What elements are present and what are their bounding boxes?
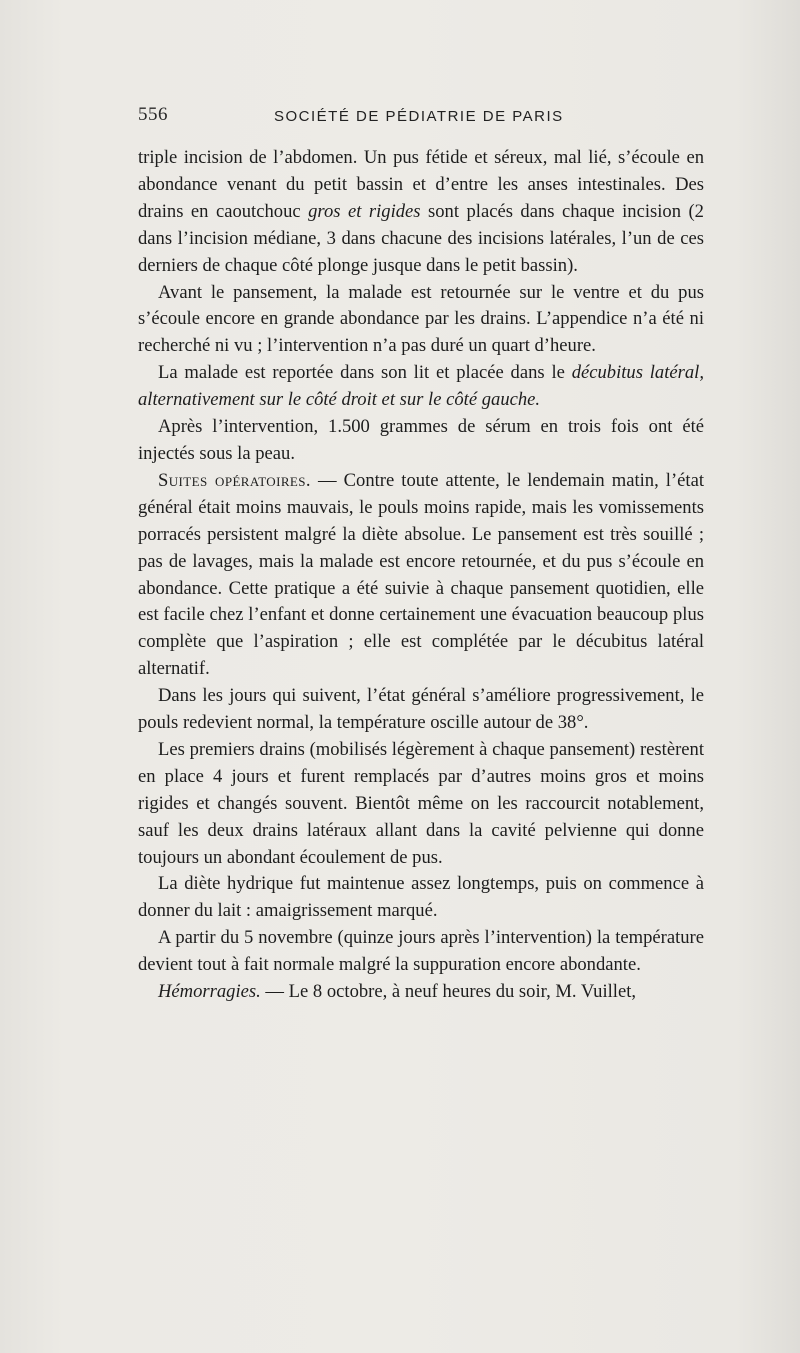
paragraph-2: Avant le pansement, la malade est retournée sur le ventre et du pus s’écoule encore en grande abondance par les drains. L’appendice n’a été ni recherché ni vu ; l’intervention n’a pas duré un quart d’heure. — [138, 281, 704, 357]
paragraph-3 — [138, 360, 704, 414]
paragraph-1 — [138, 145, 704, 280]
paragraph-5 — [138, 468, 704, 683]
section-heading-suites: Suites opératoires. — [158, 469, 311, 491]
paragraph-5-text-b: — Contre toute attente, le lendemain matin, l’état général était moins mauvais, le pouls moins rapide, mais les vomissements porracés persistent malgré la diète absolue. Le pansement est très souillé ; pas de lavages, mais la malade est encore retournée, et du pus s’écoule en abondance. Cette pratique a été suivie à chaque pansement quotidien, elle est facile chez l’enfant et donne certainement une évacuation beaucoup plus complète que l’aspiration ; elle est complétée par le décubitus latéral alternatif. — [138, 469, 704, 680]
paragraph-10 — [138, 979, 704, 1006]
page-number: 556 — [138, 104, 168, 125]
paragraph-8: La diète hydrique fut maintenue assez longtemps, puis on commence à donner du lait : amaigrissement marqué. — [138, 873, 704, 922]
paragraph-3-italic: décubitus latéral, alternativement sur le côté droit et sur le côté gauche. — [138, 362, 704, 411]
running-title: SOCIÉTÉ DE PÉDIATRIE DE PARIS — [274, 108, 564, 125]
paragraph-1-text-c: sont placés dans chaque incision (2 dans l’incision médiane, 3 dans chacune des incisions latérales, l’un de ces derniers de chaque côté plonge jusque dans le petit bassin). — [138, 200, 704, 276]
paragraph-6: Dans les jours qui suivent, l’état général s’améliore progressivement, le pouls redevient normal, la température oscille autour de 38°. — [138, 685, 704, 734]
paragraph-9: A partir du 5 novembre (quinze jours après l’intervention) la température devient tout à fait normale malgré la suppuration encore abondante. — [138, 927, 704, 976]
section-heading-hemorragies: Hémorragies. — [158, 981, 261, 1003]
paragraph-1-italic: gros et rigides — [308, 200, 421, 222]
paragraph-3-text-a: La malade est reportée dans son lit et placée dans le — [158, 362, 572, 384]
body-text — [138, 145, 704, 1006]
paragraph-1-text-a: triple incision de l’abdomen. Un pus fétide et séreux, mal lié, s’écoule en abondance venant du petit bassin et d’entre les anses intestinales. Des drains en caoutchouc — [138, 147, 704, 222]
paragraph-4: Après l’intervention, 1.500 grammes de sérum en trois fois ont été injectés sous la peau. — [138, 416, 704, 464]
paragraph-10-text-b: — Le 8 octobre, à neuf heures du soir, M. Vuillet, — [260, 981, 637, 1003]
paragraph-7: Les premiers drains (mobilisés légèrement à chaque pansement) restèrent en place 4 jours et furent remplacés par d’autres moins gros et moins rigides et changés souvent. Bientôt même on les raccourcit notablement, sauf les deux drains latéraux allant dans la cavité pelvienne qui donne toujours un abondant écoulement de pus. — [138, 738, 704, 868]
page-header — [138, 104, 704, 134]
